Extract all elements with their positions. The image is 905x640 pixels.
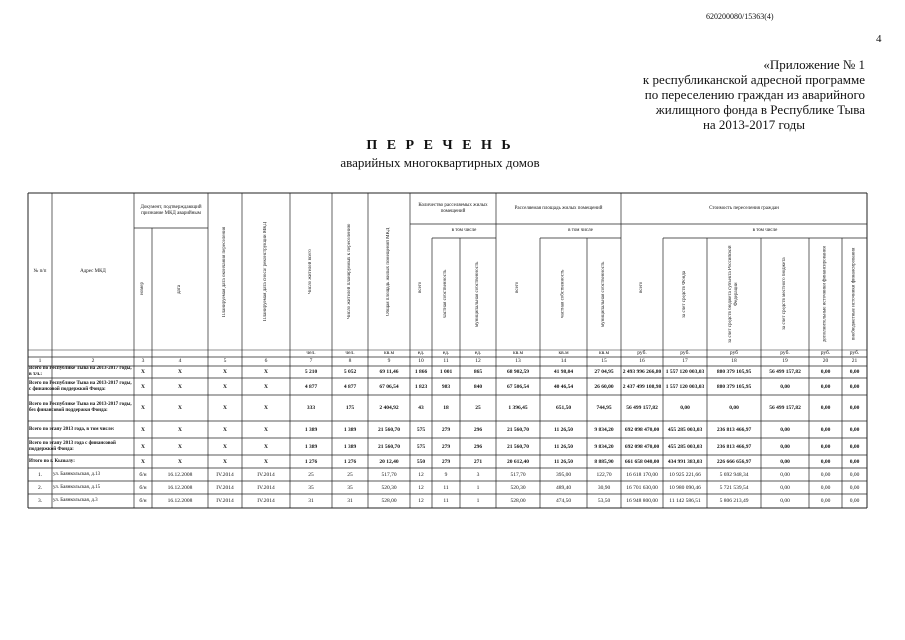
table-cell: 5 210 [304,369,318,375]
table-cell: X [223,369,227,375]
unit-cell [208,350,242,357]
header-rooms-private: частная собственность [443,269,448,319]
unit-cell: руб. [680,350,690,356]
table-cell: 56 499 157,82 [769,369,801,375]
table-cell: 16.12.2008 [167,471,193,478]
table-cell: 12 [418,498,424,504]
table-cell: 1 001 [439,369,453,375]
table-cell: 12 [418,471,424,478]
table-cell: 0,00 [849,426,860,433]
table-cell: б/н [139,484,147,491]
table-cell: 10 925 221,66 [669,471,701,478]
header-area-incl: в том числе [568,228,593,233]
table-cell: 68 902,59 [507,369,529,375]
table-cell: 865 [473,369,483,375]
table-cell: 0,00 [820,383,831,390]
table-cell: X [223,458,227,465]
header-planned-demolition: Планируемая дата сноса/ реконструкции МКД [263,221,268,322]
table-cell: X [264,443,268,450]
document-title: П Е Р Е Ч Е Н Ь [366,138,514,153]
table-cell: 1 396,45 [508,405,528,411]
table-cell: 1 557 120 003,03 [665,369,705,375]
table-cell: 9 [444,471,448,478]
header-address: Адрес МКД [80,268,106,274]
table-cell: 455 285 003,03 [667,426,703,433]
table-cell: 3 [476,471,480,478]
row-number: 3. [37,498,43,504]
table-cell: 21 560,70 [507,443,529,450]
row-address: ул. Баянкольская, д.13 [53,471,101,477]
column-number: 15 [601,358,607,364]
column-number: 1 [38,358,42,364]
column-number: 4 [178,358,182,364]
table-cell: 26 60,00 [594,383,614,390]
table-cell: 53,50 [597,498,611,504]
header-cost-additional: дополнительные источники финансирования [822,246,828,342]
header-rooms-total: всего [418,281,423,293]
unit-cell [152,350,208,357]
header-residents-plan: Число жителей планируемых к переселению [347,223,352,320]
table-cell: X [178,383,182,390]
table-cell: 983 [441,383,451,390]
table-cell: 236 813 466,97 [716,426,752,433]
table-cell: 16.12.2008 [167,484,193,491]
table-cell: IV.2014 [257,498,275,504]
table-cell: 1 389 [343,426,357,433]
table-cell: X [264,383,268,390]
column-number: 6 [264,358,268,364]
table-cell: 16 701 630,00 [626,484,658,491]
table-cell: 0,00 [780,383,790,390]
header-total-area: Общая площадь жилых помещений МКД [386,227,391,316]
unit-cell: ед. [474,350,482,356]
header-cost-extra: внебюджетные источники финансирования [851,247,857,341]
header-cost-region: за счет средств бюджета субъекта Российской Федерации [728,245,739,343]
table-cell: 0,00 [780,426,790,433]
table-cell: 56 499 157,82 [626,405,658,411]
column-number: 2 [91,358,95,364]
unit-cell [134,350,152,357]
table-cell: 296 [473,426,483,433]
table-cell: X [223,443,227,450]
table-cell: 575 [416,426,426,433]
table-cell: 30,90 [597,484,611,491]
table-cell: 25 [308,471,314,478]
table-cell: 744,95 [596,405,612,411]
table-cell: б/н [139,471,147,478]
table-cell: 0,00 [780,471,790,478]
table-cell: 18 [443,405,449,411]
table-cell: 434 991 383,03 [667,458,703,465]
table-cell: 11 [443,498,449,504]
table-cell: 122,70 [596,471,612,478]
table-cell: 1 [476,498,480,504]
column-number: 12 [475,358,481,364]
table-cell: X [141,383,145,390]
table-cell: 520,30 [510,484,526,491]
unit-cell: руб [729,350,739,356]
table-cell: X [178,458,182,465]
table-cell: 16.12.2008 [167,498,193,504]
table-cell: 43 [418,405,424,411]
table-cell: 0,00 [849,498,860,504]
unit-cell: чел. [306,350,316,356]
column-number: 16 [639,358,645,364]
table-cell: 5 692 948,34 [719,471,749,478]
table-cell: X [264,369,268,375]
table-cell: 12 [418,484,424,491]
table-cell: 0,00 [780,443,790,450]
unit-cell [52,350,134,357]
table-cell: X [141,369,145,375]
appendix-line-5: на 2013-2017 годы [702,117,805,132]
table-cell: 279 [441,458,451,465]
column-number: 3 [141,358,145,364]
header-cost-incl: в том числе [752,228,778,233]
table-cell: 528,00 [510,498,526,504]
table-cell: 31 [308,498,314,504]
table-cell: 296 [473,443,483,450]
table-cell: 16 948 800,00 [626,498,658,504]
header-planned-end: Планируемая дата окончания переселения [222,226,227,317]
unit-cell [242,350,290,357]
table-cell: 651,50 [555,405,572,411]
unit-cell [28,350,52,357]
table-cell: 1 [476,484,480,491]
table-cell: 20 612,40 [507,458,529,465]
table-cell: 661 658 040,00 [624,458,660,465]
table-cell: 279 [441,443,451,450]
header-num: № п/п [33,268,47,274]
column-number: 9 [387,358,391,364]
table-cell: X [178,426,182,433]
table-cell: 9 834,20 [594,426,614,433]
document-code: 620200080/15363(4) [706,12,774,21]
row-number: 1. [37,471,43,478]
header-doc-number: номер [140,282,145,296]
table-cell: 41 98,04 [553,369,574,375]
table-cell: 528,00 [381,498,397,504]
table-cell: 11 26,50 [554,458,573,465]
table-cell: 0,00 [780,458,790,465]
table-cell: 226 666 656,97 [716,458,752,465]
row-label: Всего по Республике Тыва на 2013-2017 годы, в т.ч.: [29,366,132,377]
table-cell: 0,00 [849,471,860,478]
table-cell: 11 142 586,51 [669,498,701,504]
table-cell: 0,00 [849,458,860,465]
table-cell: IV.2014 [257,471,275,478]
table-cell: 517,70 [510,471,526,478]
appendix-line-4: жилищного фонда в Республике Тыва [655,102,865,117]
unit-cell: чел. [345,350,355,356]
header-area-total: всего [515,281,520,293]
column-number: 19 [782,358,788,364]
column-number: 11 [443,358,449,364]
column-number: 17 [682,358,688,364]
unit-cell: кв.м [383,350,395,356]
table-cell: 575 [416,443,426,450]
table-cell: 2 437 499 108,98 [622,383,662,390]
row-label: Всего по Республике Тыва на 2013-2017 годы, с финансовой поддержкой Фонда: [29,380,132,392]
table-cell: 0,00 [849,369,860,375]
table-cell: 11 [443,484,449,491]
column-number: 7 [309,358,313,364]
table-cell: 20 12,40 [379,458,399,465]
unit-cell: кв.м [558,350,569,356]
table-cell: IV.2014 [257,484,275,491]
table-cell: 1 276 [343,458,357,465]
table-cell: 175 [345,405,355,411]
table-cell: X [178,405,182,411]
table-cell: X [264,426,268,433]
table-cell: 11 26,50 [554,443,573,450]
row-label: Всего по этапу 2013 года, в том числе: [29,426,115,432]
table-cell: 1 557 120 003,03 [665,383,705,390]
header-rooms-incl: в том числе [451,228,477,233]
header-doc-date: дата [177,284,182,294]
table-cell: 517,70 [381,471,397,478]
page-number: 4 [876,33,882,45]
appendix-line-2: к республиканской адресной программе [642,72,865,87]
table-cell: 27 04,95 [594,369,614,375]
table-cell: 67 506,54 [507,383,529,390]
header-rooms-municipal: муниципальная собственность [475,261,480,327]
table-cell: X [141,458,145,465]
table-cell: X [223,405,227,411]
table-cell: 67 06,54 [379,383,399,390]
table-cell: 0,00 [849,405,860,411]
table-cell: 333 [306,405,316,411]
table-cell: X [223,383,227,390]
table-cell: 5 721 539,54 [719,484,749,491]
header-cost-total: всего [639,281,644,293]
table-cell: X [264,405,268,411]
header-area-private: частная собственность [560,269,566,319]
table-cell: 0,00 [849,484,860,491]
table-cell: 56 499 157,82 [769,405,801,411]
table-cell: б/н [139,498,147,504]
table-cell: 69 11,46 [379,369,399,375]
table-cell: 1 823 [414,383,428,390]
table-cell: 0,00 [849,443,860,450]
table-cell: X [141,443,145,450]
table-cell: 9 834,20 [594,443,614,450]
unit-cell: кв.м [598,350,610,356]
column-number: 14 [560,358,567,364]
table-cell: 5 806 213,49 [719,498,749,504]
table-cell: 0,00 [780,484,790,491]
column-number: 21 [851,358,858,364]
table-cell: 21 560,70 [378,443,400,450]
header-residents: Число жителей всего [308,249,313,294]
table-cell: 0,00 [820,443,831,450]
header-area-municipal: муниципальная собственность [601,261,606,327]
header-cost-group: Стоимость переселения граждан [709,205,779,211]
table-cell: 10 980 090,46 [669,484,701,491]
row-number: 2. [37,484,43,491]
table-cell: IV.2014 [216,484,234,491]
table-cell: 11 26,50 [554,426,573,433]
table-cell: 0,00 [820,471,831,478]
column-number: 20 [822,358,829,364]
table-cell: 1 276 [304,458,318,465]
table-cell: 2 493 996 266,80 [622,369,662,375]
table-cell: X [223,426,227,433]
header-cost-local: за счет средств местного бюджета [782,257,787,331]
table-cell: 0,00 [680,405,690,411]
table-cell: 21 560,70 [507,426,529,433]
table-cell: X [141,405,145,411]
table-cell: 25 [475,405,481,411]
unit-cell: руб. [780,350,790,356]
table-cell: 0,00 [820,458,831,465]
column-number: 8 [348,358,352,364]
table-cell: 692 098 470,00 [624,426,660,433]
table-cell: 395,00 [555,471,572,478]
column-number: 13 [515,358,521,364]
header-rooms-group: Количество расселяемых жилых помещений [418,202,488,214]
unit-cell: руб. [849,350,860,356]
header-cost-fund: за счет средств Фонда [682,270,687,318]
table-cell: IV.2014 [216,471,234,478]
table-cell: 25 [347,471,353,478]
table-cell: 1 866 [414,369,428,375]
table-cell: 1 389 [343,443,357,450]
table-cell: 21 560,70 [378,426,400,433]
header-area-group: Расселяемая площадь жилых помещений [514,205,603,211]
row-label: Всего по Республике Тыва на 2013-2017 годы, без финансовой поддержки Фонда: [29,402,132,413]
table-cell: 550 [416,458,426,465]
table-cell: 520,30 [381,484,397,491]
table-cell: 489,40 [555,484,572,491]
table-cell: 5 052 [343,369,357,375]
row-address: ул. Баянкольская, д.15 [53,484,101,490]
table-cell: 840 [473,383,483,390]
table-cell: 35 [308,484,314,491]
table-cell: 236 813 466,97 [716,443,752,450]
table-cell: 31 [347,498,353,504]
table-cell: 0,00 [820,369,831,375]
table-cell: 4 877 [304,383,318,390]
table-cell: 8 885,90 [594,458,614,465]
table-cell: 2 404,92 [379,405,399,411]
table-cell: 880 379 105,95 [716,369,752,375]
unit-cell: ед. [442,350,450,356]
appendix-line-3: по переселению граждан из аварийного [644,87,865,102]
appendix-line-1: «Приложение № 1 [763,57,865,72]
table-cell: X [178,443,182,450]
table-cell: IV.2014 [216,498,234,504]
table-cell: 0,00 [820,426,831,433]
column-number: 18 [731,358,737,364]
table-cell: 474,50 [555,498,572,504]
document-subtitle: аварийных многоквартирных домов [340,155,540,170]
header-document: Документ, подтверждающий признание МКД аварийным [140,204,202,216]
table-cell: 0,00 [820,484,831,491]
row-label: Итого по г. Кызылу: [29,458,75,464]
table-cell: 1 389 [304,443,318,450]
unit-cell: кв.м [512,350,524,356]
table-cell: 16 618 170,00 [626,471,658,478]
table-cell: X [264,458,268,465]
table-cell: 1 389 [304,426,318,433]
table-cell: 4 877 [343,383,357,390]
table-cell: 0,00 [729,405,739,411]
table-cell: 455 285 003,03 [667,443,703,450]
table-cell: 35 [347,484,353,491]
table-cell: 40 46,54 [553,383,574,390]
table-cell: 0,00 [820,498,831,504]
table-cell: 880 379 105,95 [716,383,752,390]
unit-cell: руб. [637,350,647,356]
table-cell: 271 [473,458,483,465]
table-cell: 0,00 [820,405,831,411]
row-address: ул. Баянкольская, д.3 [53,498,98,504]
table-cell: 0,00 [780,498,790,504]
unit-cell: руб. [820,350,831,356]
table-cell: X [141,426,145,433]
table-cell: 692 098 470,00 [624,443,660,450]
row-label: Всего по этапу 2013 года с финансовой поддержкой Фонда: [29,440,116,452]
table-cell: X [178,369,182,375]
column-number: 10 [418,358,424,364]
table-cell: 0,00 [849,383,860,390]
table-cell: 279 [441,426,451,433]
unit-cell: ед. [417,350,425,356]
column-number: 5 [223,358,227,364]
